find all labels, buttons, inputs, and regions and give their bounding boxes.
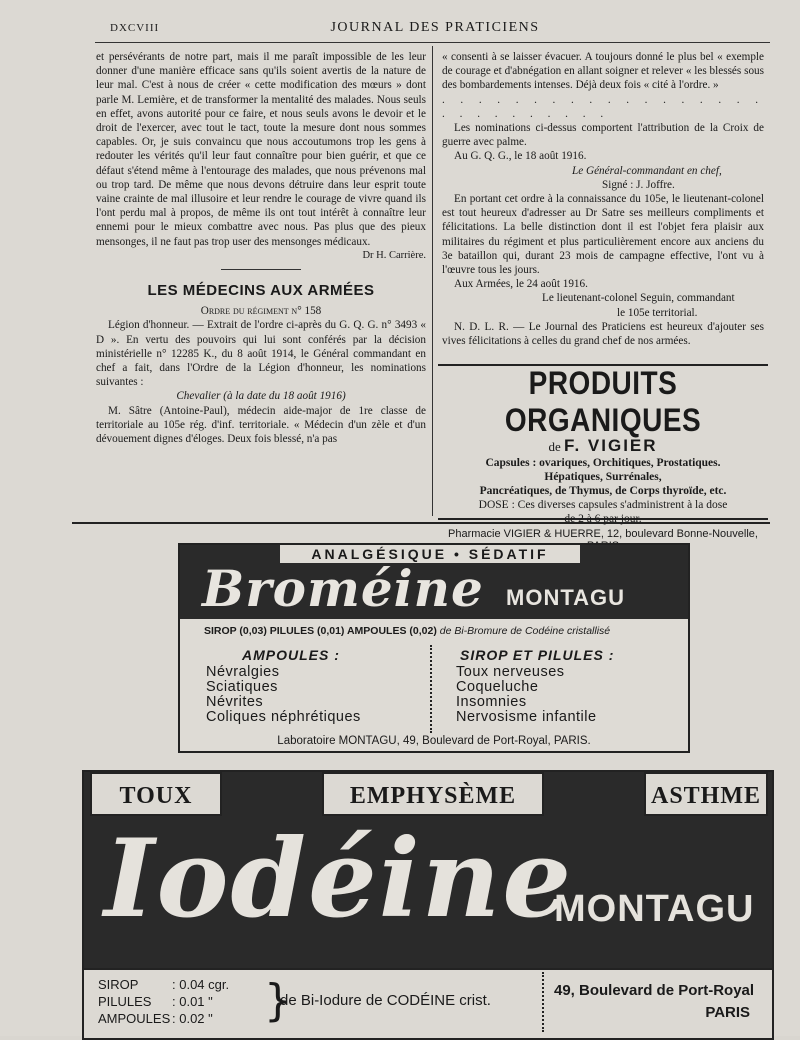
- iodeine-ad: [82, 770, 774, 1040]
- croix-paragraph: Les nominations ci-dessus comportent l'attribution de la Croix de guerre avec palme.: [442, 122, 764, 149]
- list-item: Névralgies: [206, 664, 280, 680]
- brace-icon: }: [264, 975, 292, 1026]
- iodeine-name: Iodéine: [104, 816, 574, 942]
- iodeine-doses: [98, 976, 229, 1027]
- colonel-signature-1: Le lieutenant-colonel Seguin, commandant: [542, 292, 735, 305]
- bromeine-right-heading: SIROP ET PILULES :: [460, 647, 615, 663]
- list-item: Nervosisme infantile: [456, 709, 597, 725]
- article-signature: Dr H. Carrière.: [362, 249, 426, 261]
- ad-de: de: [548, 439, 561, 454]
- dose-label: PILULES: [98, 994, 152, 1009]
- header-rule: [95, 42, 770, 43]
- ad-line: Capsules : ovariques, Orchitiques, Prostatiques.: [485, 457, 721, 469]
- produits-organiques-ad: [438, 364, 768, 540]
- ad-line: Pancréatiques, de Thymus, de Corps thyroïde, etc.: [479, 485, 727, 497]
- bromeine-ad: [178, 543, 690, 753]
- bromeine-divider: [430, 645, 438, 733]
- citation-continued: « consenti à se laisser évacuer. A toujours donné le plus bel « exemple de courage et d'abnégation en allant soigner et relever « les blessés sous des bombardements intenses. Déjà deux fois « cité à l'ordre. »: [442, 51, 764, 92]
- article-paragraph: et persévérants de notre part, mais il me paraît impossible de les leur donner d'une manière efficace sans qu'ils soient avertis de la nature de leur mal. C'est à nous de créer « cette modification des mœurs » dont parle M. Lemière, et de transformer la mentalité des malades. Nous seuls en effet, avons autorité pour ce faire, et nous seuls avons le devoir et le droit de l'exercer, avec tout le tact, toute la mesure dont nous sommes capables. Or, je suis convaincu que nous accoutumons trop les gens à redouter les vérités qu'il leur faut connaître pour bien guérir, et que ce défaut s'étend même à l'entourage des malades, que nous prévenons mal ou trop tard. De même que nous devons détruire dans leur esprit toute vaine crainte de mal illusoire et leur rendre le courage de vivre quand ils l'ont perdu mal à propos, de même ils ont tout intérêt à connaître leur ennemi pour le mieux combattre avec nous. Pas plus que des pieux mensonges, il ne faut pas trop user des mensonges médicaux.: [96, 51, 426, 248]
- iodeine-tab-emphyseme: EMPHYSÈME: [322, 772, 544, 816]
- page-header: [110, 20, 760, 38]
- ndlr-paragraph: N. D. L. R. — Le Journal des Praticiens est heureux d'ajouter ses vives félicitations à celles du grand chef de nos armées.: [442, 320, 764, 348]
- dose-label: SIROP: [98, 977, 139, 992]
- dose-label: AMPOULES: [98, 1011, 171, 1026]
- list-item: Névrites: [206, 694, 264, 710]
- bromeine-laboratory: Laboratoire MONTAGU, 49, Boulevard de Port-Royal, PARIS.: [277, 735, 591, 747]
- list-item: Coliques néphrétiques: [206, 709, 361, 725]
- bromeine-tagline: ANALGÉSIQUE • SÉDATIF: [280, 545, 580, 563]
- list-item: Coqueluche: [456, 679, 539, 695]
- iodeine-tab-toux: TOUX: [90, 772, 222, 816]
- iodeine-compound: de Bi-Iodure de CODÉINE crist.: [280, 992, 491, 1009]
- bromeine-formula: [204, 625, 610, 637]
- armees-date: Aux Armées, le 24 août 1916.: [454, 278, 588, 291]
- iodeine-city: PARIS: [705, 1004, 751, 1021]
- list-item: Toux nerveuses: [456, 664, 565, 680]
- ad-line: Hépatiques, Surrénales,: [544, 471, 662, 483]
- iodeine-footer: [84, 968, 772, 1038]
- ad-title: PRODUITS ORGANIQUES: [504, 365, 702, 438]
- bromeine-banner: [180, 545, 688, 619]
- commander-signature: Signé : J. Joffre.: [602, 178, 675, 191]
- ad-line: DOSE : Ces diverses capsules s'administrent à la dose: [478, 499, 728, 511]
- section-rule: [221, 269, 301, 270]
- chevalier-line: Chevalier (à la date du 18 août 1916): [176, 390, 346, 403]
- order-title: Ordre du régiment n° 158: [200, 305, 322, 318]
- iodeine-address: 49, Boulevard de Port-Royal: [554, 982, 755, 999]
- ad-address: Pharmacie VIGIER & HUERRE, 12, boulevard Bonne-Nouvelle,: [448, 528, 758, 540]
- column-separator: [432, 46, 433, 516]
- list-item: Sciatiques: [206, 679, 278, 695]
- list-item: Insomnies: [456, 694, 527, 710]
- page-number: DXCVIII: [110, 22, 160, 34]
- right-column: [442, 50, 764, 348]
- journal-title: JOURNAL DES PRATICIENS: [330, 20, 540, 35]
- ellipsis-line: . . . . . . . . . . . . . . . . . . . . . . . . . . . .: [442, 93, 764, 120]
- dose-row: [98, 976, 229, 993]
- bromeine-name: Broméine: [202, 559, 484, 618]
- iodeine-divider: [542, 972, 544, 1032]
- bromeine-compound: de Bi-Bromure de Codéine cristallisé: [439, 625, 611, 637]
- bromeine-maker: MONTAGU: [506, 585, 626, 610]
- bromeine-left-heading: AMPOULES :: [242, 647, 340, 663]
- ad-maker: F. VIGIER: [563, 436, 658, 455]
- dose-row: [98, 1010, 229, 1027]
- citation-paragraph: M. Sâtre (Antoine-Paul), médecin aide-major de 1re classe de territoriale au 105e rég. d'inf. territoriale. « Médecin d'un zèle et d'un dévouement dignes d'éloges. Deux fois blessé, n'a pas: [96, 404, 426, 446]
- section-title: LES MÉDECINS AUX ARMÉES: [147, 282, 375, 300]
- iodeine-address-block: [554, 980, 754, 1024]
- bromeine-forms: SIROP (0,03) PILULES (0,01) AMPOULES (0,02): [204, 625, 437, 637]
- bromeine-left-list: [206, 665, 361, 725]
- commander-title: Le Général-commandant en chef,: [572, 164, 722, 177]
- gqg-date: Au G. Q. G., le 18 août 1916.: [454, 150, 587, 163]
- order-paragraph: Légion d'honneur. — Extrait de l'ordre ci-après du G. Q. G. n° 3493 « D ». En vertu des pouvoirs qui lui sont conférés par la décision ministérielle n° 12285 K., du 8 août 1914, le Général commandant en chef a fait, dans l'Ordre de la Légion d'honneur, les nominations suivantes :: [96, 319, 426, 389]
- dose-row: [98, 993, 229, 1010]
- dose-value: : 0.02 ": [172, 1011, 213, 1026]
- bromeine-right-list: [456, 665, 597, 725]
- colonel-paragraph: En portant cet ordre à la connaissance du 105e, le lieutenant-colonel est tout heureux d'adresser au Dr Satre ses meilleurs compliments et félicitations. La belle distinction dont il est l'objet fera plaisir aux militaires du régiment et plus particulièrement encore aux anciens du 3e bataillon qui, durant 23 mois de campagne effective, l'ont vu à l'œuvre tous les jours.: [442, 193, 764, 277]
- dose-value: : 0.01 ": [172, 994, 213, 1009]
- page-rule: [72, 522, 770, 524]
- ad-maker-line: [438, 436, 768, 456]
- ad-line: de 2 à 6 par jour.: [564, 513, 642, 525]
- iodeine-tab-asthme: ASTHME: [644, 772, 768, 816]
- colonel-signature-2: le 105e territorial.: [617, 306, 698, 319]
- dose-value: : 0.04 cgr.: [172, 977, 230, 992]
- iodeine-maker: MONTAGU: [554, 888, 755, 930]
- left-column: [96, 50, 426, 446]
